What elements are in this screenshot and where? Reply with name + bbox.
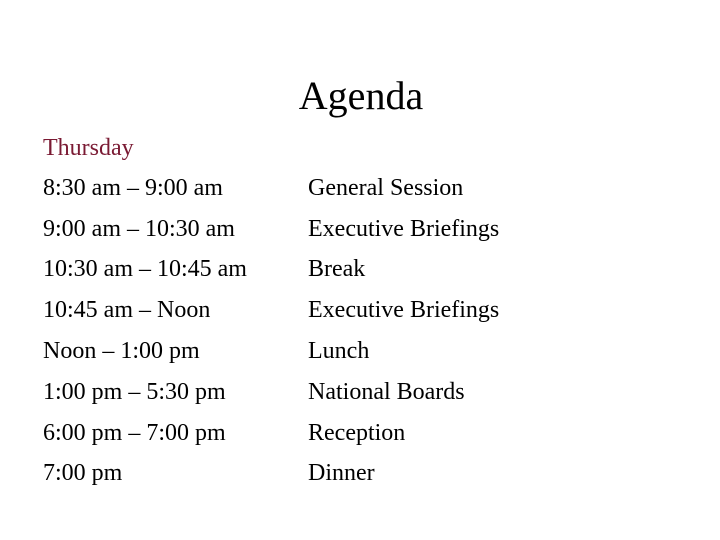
agenda-time: Noon – 1:00 pm [43,338,200,365]
agenda-session: Executive Briefings [308,215,500,242]
agenda-row [43,372,683,413]
agenda-list [43,168,683,494]
agenda-time: 10:30 am – 10:45 am [43,256,247,283]
agenda-time: 8:30 am – 9:00 am [43,174,223,201]
agenda-time: 9:00 am – 10:30 am [43,215,235,242]
agenda-time: 1:00 pm – 5:30 pm [43,378,226,405]
agenda-session: Break [308,256,366,283]
agenda-row [43,413,683,454]
day-heading: Thursday [43,135,134,161]
agenda-session: Dinner [308,460,375,487]
agenda-session: Executive Briefings [308,297,500,324]
agenda-time: 6:00 pm – 7:00 pm [43,419,226,446]
agenda-session: Reception [308,419,406,446]
agenda-session: National Boards [308,378,465,405]
slide-title-text: Agenda [298,73,424,118]
agenda-time: 10:45 am – Noon [43,297,211,324]
agenda-session: Lunch [308,338,370,365]
agenda-row [43,250,683,291]
agenda-row [43,168,683,209]
agenda-row [43,290,683,331]
agenda-row [43,454,683,495]
agenda-row [43,331,683,372]
agenda-row [43,209,683,250]
slide-title [0,70,720,122]
agenda-session: General Session [308,174,464,201]
agenda-time: 7:00 pm [43,460,123,487]
